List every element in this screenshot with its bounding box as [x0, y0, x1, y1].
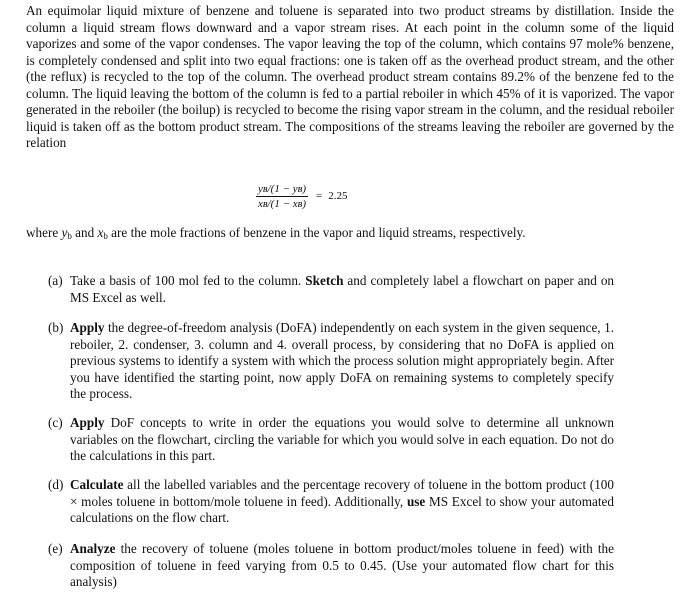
part-c-bold: Apply — [70, 415, 105, 430]
part-a-t2: and completely label a flowchart on paper and on MS Excel as well. — [70, 273, 615, 305]
part-e-label: (e) — [48, 541, 63, 556]
part-d-bold-1: Calculate — [70, 477, 124, 492]
relation-equals: = — [316, 190, 323, 202]
part-a-text — [70, 273, 614, 306]
part-c — [48, 415, 614, 465]
part-e-t1: the recovery of toluene (moles toluene in bottom product/moles toluene in feed) with the composition of toluene in feed varying from 0.5 to 0.45. (Use your automated flow chart for this analysis) — [70, 541, 614, 589]
part-a — [48, 273, 614, 306]
part-b-bold: Apply — [70, 320, 105, 335]
part-d-bold-2: use — [406, 493, 426, 509]
part-e — [48, 541, 614, 591]
where-text-1: where — [26, 225, 62, 240]
part-b — [48, 320, 614, 403]
where-text-2: and — [71, 225, 98, 240]
where-text-3: are the mole fractions of benzene in the vapor and liquid streams, respectively. — [107, 225, 526, 240]
relation-fraction — [256, 183, 308, 210]
part-d-text — [70, 477, 614, 527]
part-e-text — [70, 541, 614, 591]
part-b-text — [70, 320, 614, 403]
problem-statement: An equimolar liquid mixture of benzene and toluene is separated into two product streams by distillation. Inside the column a liquid stream flows downward and a vapor stream rises. At each point in the column some of the liquid vaporizes and some of the vapor condenses. The vapor leaving the top of the column, which contains 97 mole% benzene, is completely condensed and split into two equal fractions: one is taken off as the overhead product stream, and the other (the reflux) is recycled to the top of the column. The overhead product stream contains 89.2% of the benzene fed to the column. The liquid leaving the bottom of the column is fed to a partial reboiler in which 45% of it is vaporized. The vapor generated in the reboiler (the boilup) is recycled to become the rising vapor stream in the column, and the residual reboiler liquid is taken off as the bottom product stream. The compositions of the streams leaving the reboiler are governed by the relation — [26, 3, 674, 150]
part-e-bold: Analyze — [70, 541, 116, 556]
part-d-t1: all the labelled variables and the percentage recovery of toluene in the bottom product (100 × moles toluene in bottom/mole toluene in feed). Additionally, — [70, 477, 614, 509]
equilibrium-relation — [256, 178, 416, 214]
relation-value: 2.25 — [328, 190, 348, 202]
part-a-bold: Sketch — [305, 273, 344, 288]
relation-numerator: yʙ/(1 − yʙ) — [258, 182, 307, 195]
part-a-label: (a) — [48, 273, 63, 288]
part-c-t1: DoF concepts to write in order the equations you would solve to determine all unknown variables on the flowchart, circling the variable for which you would solve in each equation. Do not do the calculations in this part. — [70, 415, 614, 463]
var-x: x — [97, 225, 104, 240]
part-d — [48, 477, 614, 527]
relation-denominator: xʙ/(1 − xʙ) — [258, 197, 307, 210]
part-d-t2: MS Excel to show your automated calculations on the flow chart. — [70, 493, 615, 525]
part-c-label: (c) — [48, 415, 63, 430]
var-y: y — [61, 225, 68, 240]
var-y-sub: b — [67, 231, 72, 241]
part-b-t1: the degree-of-freedom analysis (DoFA) independently on each system in the given sequence, 1. reboiler, 2. condenser, 3. column and 4. overall process, by considering that no DoFA is applied on previous systems to identify a system with which the process solution might appropriately begin. After you have identified the starting point, now apply DoFA on remaining systems to completely specify the process. — [70, 320, 614, 401]
part-a-t1: Take a basis of 100 mol fed to the column. — [70, 273, 306, 288]
part-b-label: (b) — [48, 320, 64, 335]
var-x-sub: b — [103, 231, 108, 241]
variable-definition — [26, 225, 674, 242]
part-d-label: (d) — [48, 477, 64, 492]
part-c-text — [70, 415, 614, 465]
